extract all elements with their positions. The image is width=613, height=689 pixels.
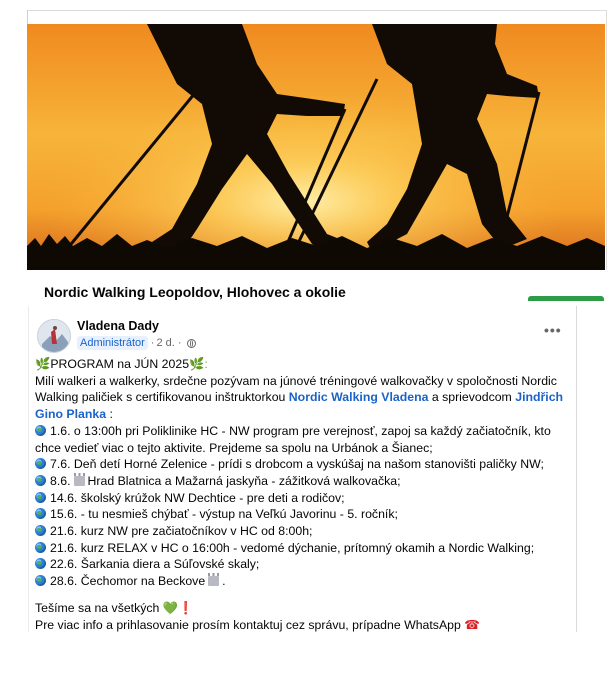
globe-icon bbox=[35, 508, 46, 519]
admin-badge[interactable]: Administrátor bbox=[77, 336, 148, 350]
intro-text-3: a sprievodcom bbox=[428, 390, 516, 405]
meta-separator: · bbox=[150, 337, 155, 349]
group-title[interactable]: Nordic Walking Leopoldov, Hlohovec a okolie bbox=[44, 284, 346, 300]
meta-separator-2: · bbox=[177, 337, 182, 349]
avatar-image bbox=[38, 320, 70, 352]
globe-icon bbox=[35, 575, 46, 586]
post-options-button[interactable]: ••• bbox=[544, 322, 562, 338]
event-item bbox=[35, 540, 555, 557]
avatar[interactable] bbox=[37, 319, 71, 353]
event-item bbox=[35, 556, 555, 573]
author-name[interactable]: Vladena Dady bbox=[77, 319, 159, 333]
mention-jindrich-part-1[interactable]: Jindřich bbox=[515, 390, 564, 405]
event-item bbox=[35, 423, 555, 440]
post-left-border bbox=[28, 306, 29, 632]
green-heart-icon: 💚 bbox=[162, 600, 179, 615]
post-heading: PROGRAM na JÚN 2025 bbox=[50, 357, 190, 371]
event-text: 21.6. kurz NW pre začiatočníkov v HC od 8:00h; bbox=[50, 524, 313, 539]
intro-text-2: Walking paličiek s certifikovanou inštruktorkou bbox=[35, 390, 289, 405]
event-item bbox=[35, 506, 555, 523]
intro-line-1: Milí walkeri a walkerky, srdečne pozývam na júnové tréningové walkovačky v spoločnosti Nordic bbox=[35, 373, 557, 388]
intro-line-3 bbox=[35, 406, 555, 423]
herb-icon-2: 🌿: bbox=[189, 357, 208, 371]
group-cover-photo[interactable] bbox=[27, 24, 605, 270]
event-text: 15.6. - tu nesmieš chýbať - výstup na Veľkú Javorinu - 5. ročník; bbox=[50, 507, 398, 522]
globe-icon bbox=[35, 542, 46, 553]
cover-image bbox=[27, 24, 605, 270]
event-text: 1.6. o 13:00h pri Poliklinike HC - NW program pre verejnosť, zapoj sa každý začiatočník, kto bbox=[50, 423, 551, 438]
globe-icon bbox=[35, 475, 46, 486]
closing-line-1 bbox=[35, 600, 555, 617]
event-date: 8.6. bbox=[50, 473, 71, 488]
intro-line-2 bbox=[35, 389, 564, 406]
event-text: 28.6. Čechomor na Beckove bbox=[50, 574, 206, 589]
globe-icon bbox=[35, 492, 46, 503]
event-text: 21.6. kurz RELAX v HC o 16:00h - vedomé dýchanie, prítomný okamih a Nordic Walking; bbox=[50, 540, 535, 555]
post-heading-line bbox=[35, 356, 555, 373]
post-meta bbox=[77, 336, 196, 350]
event-text: 14.6. školský krúžok NW Dechtice - pre deti a rodičov; bbox=[50, 490, 345, 505]
top-border bbox=[27, 10, 607, 11]
right-border bbox=[606, 10, 607, 270]
event-item bbox=[35, 573, 555, 590]
event-text: 7.6. Deň detí Horné Zelenice - prídi s drobcom a vyskúšaj na našom stanovišti paličky NW; bbox=[50, 457, 544, 472]
exclamation-icon: ❗ bbox=[178, 600, 194, 615]
closing-line-2 bbox=[35, 617, 555, 634]
event-item bbox=[35, 456, 555, 473]
paragraph-gap bbox=[35, 590, 555, 600]
event-item bbox=[35, 523, 555, 540]
castle-icon bbox=[74, 476, 85, 486]
globe-small-icon[interactable] bbox=[187, 339, 196, 348]
post-body bbox=[35, 356, 564, 633]
mention-jindrich-part-2[interactable]: Gino Planka bbox=[35, 407, 107, 422]
join-button-edge[interactable] bbox=[528, 296, 604, 301]
event-item bbox=[35, 490, 555, 507]
globe-icon bbox=[35, 458, 46, 469]
closing-text-1: Tešíme sa na všetkých bbox=[35, 600, 163, 615]
post-timestamp[interactable]: 2 d. bbox=[156, 337, 175, 349]
intro-text-4: : bbox=[106, 407, 113, 422]
castle-icon bbox=[208, 576, 219, 586]
globe-icon bbox=[35, 425, 46, 436]
globe-icon bbox=[35, 525, 46, 536]
top-border-tick bbox=[27, 10, 28, 24]
herb-icon: 🌿 bbox=[35, 357, 51, 371]
event-end: . bbox=[222, 574, 226, 589]
event-text: 22.6. Šarkania diera a Súľovské skaly; bbox=[50, 557, 260, 572]
telephone-icon: ☎ bbox=[464, 617, 480, 632]
closing-text-2: Pre viac info a prihlasovanie prosím kontaktuj cez správu, prípadne WhatsApp bbox=[35, 617, 465, 632]
event-item-continued: chce vedieť viac o tejto aktivite. Prejdeme sa spolu na Urbánok a Šianec; bbox=[35, 440, 433, 455]
mention-nordic-walking-vladena[interactable]: Nordic Walking Vladena bbox=[288, 390, 429, 405]
globe-icon bbox=[35, 558, 46, 569]
event-item bbox=[35, 473, 555, 490]
event-text: Hrad Blatnica a Mažarná jaskyňa - zážitková walkovačka; bbox=[87, 473, 401, 488]
